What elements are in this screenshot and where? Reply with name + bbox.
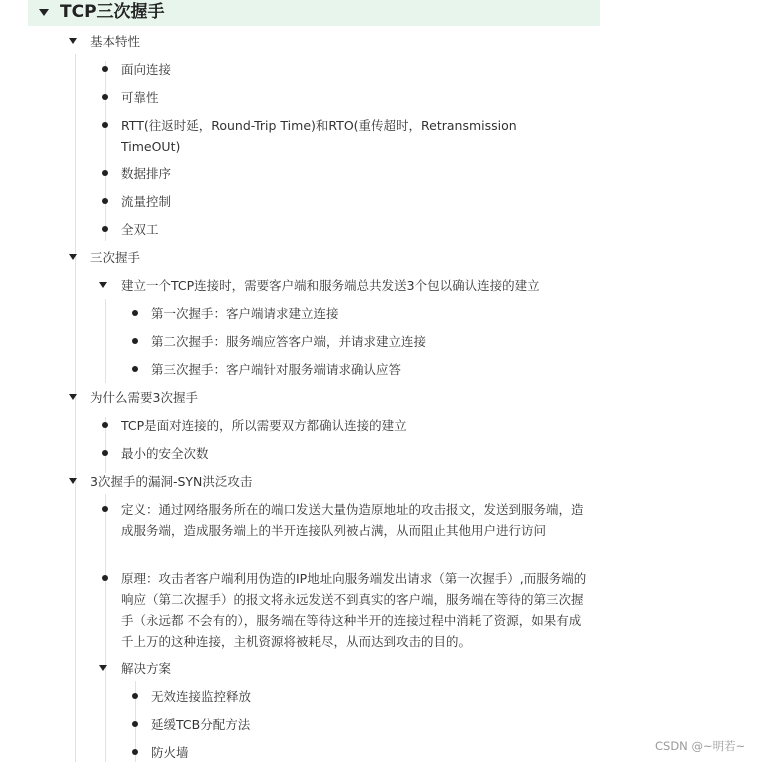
bullet-icon [132,693,138,699]
subsection-label[interactable]: 解决方案 [121,661,172,676]
collapse-caret-icon[interactable] [69,254,77,260]
bullet-icon [102,226,108,232]
bullet-icon [102,170,108,176]
list-item[interactable]: 可靠性 [121,90,159,105]
bullet-icon [102,422,108,428]
list-item[interactable]: 防火墙 [151,745,189,760]
list-item[interactable]: 无效连接监控释放 [151,689,252,704]
list-item[interactable]: 定义：通过网络服务所在的端口发送大量伪造原地址的攻击报文，发送到服务端，造成服务端，造成服务端上的半开连接队列被占满，从而阻止其他用户进行访问 [121,502,584,538]
collapse-caret-icon[interactable] [69,394,77,400]
section-label[interactable]: 3次握手的漏洞-SYN洪泛攻击 [90,474,253,489]
bullet-icon [102,450,108,456]
collapse-caret-icon[interactable] [69,478,77,484]
collapse-caret-icon[interactable] [99,282,107,288]
bullet-icon [102,122,108,128]
list-item[interactable]: 延缓TCB分配方法 [151,717,251,732]
bullet-icon [132,366,138,372]
section-label[interactable]: 基本特性 [90,34,141,49]
section-label[interactable]: 三次握手 [90,250,141,265]
list-item[interactable]: TCP是面对连接的，所以需要双方都确认连接的建立 [121,418,407,433]
bullet-icon [132,721,138,727]
subsection-label[interactable]: 建立一个TCP连接时，需要客户端和服务端总共发送3个包以确认连接的建立 [121,278,540,293]
bullet-icon [102,66,108,72]
list-item[interactable]: 全双工 [121,222,159,237]
collapse-caret-icon[interactable] [39,9,49,16]
list-item[interactable]: 面向连接 [121,62,172,77]
list-item[interactable]: 流量控制 [121,194,172,209]
bullet-icon [132,338,138,344]
indent-guide [75,54,76,762]
indent-guide [105,61,106,241]
indent-guide [105,299,106,383]
list-item[interactable]: 第一次握手：客户端请求建立连接 [151,306,339,321]
indent-guide [105,494,106,762]
bullet-icon [102,198,108,204]
bullet-icon [132,749,138,755]
collapse-caret-icon[interactable] [69,38,77,44]
list-item[interactable]: 原理：攻击者客户端利用伪造的IP地址向服务端发出请求（第一次握手）,而服务端的响应（第二次握手）的报文将永远发送不到真实的客户端，服务端在等待的第三次握手（永远都 不会有的），服务端在等待这种半开的连接过程中消耗了资源，如果有成千上万的这种连接，主机资源将被耗尽，从而达到攻击的目的。 [121,571,587,649]
list-item[interactable]: 第二次握手：服务端应答客户端，并请求建立连接 [151,334,427,349]
bullet-icon [132,310,138,316]
section-label[interactable]: 为什么需要3次握手 [90,390,198,405]
list-item[interactable]: 最小的安全次数 [121,446,209,461]
list-item[interactable]: RTT(往返时延，Round-Trip Time)和RTO(重传超时，Retransmission TimeOUt) [121,118,517,154]
collapse-caret-icon[interactable] [99,665,107,671]
bullet-icon [102,575,108,581]
root-node-title: TCP三次握手 [60,2,165,22]
bullet-icon [102,94,108,100]
bullet-icon [102,506,108,512]
watermark: CSDN @~明若~ [655,739,746,753]
list-item[interactable]: 第三次握手：客户端针对服务端请求确认应答 [151,362,402,377]
list-item[interactable]: 数据排序 [121,166,172,181]
